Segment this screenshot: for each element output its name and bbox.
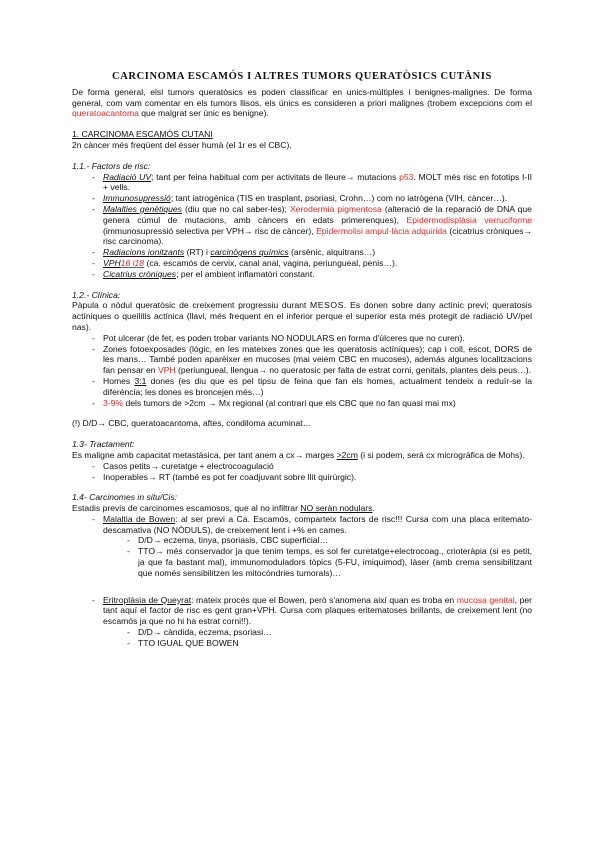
text: Homes: [103, 375, 135, 386]
text: Estadis previs de carcinomes escamosos, que al no infiltrar: [72, 503, 301, 514]
term: Cicatrius cròniques: [103, 268, 177, 279]
intro-text: De forma general, elsl tumors queratòsics es poden classificar en unics-múltiples i benignes-malignes. De forma general, com vam comentar en els tumors llisos, els únics es consideren a priori malignes (trobem excepcions com el: [72, 86, 532, 108]
list-item: - Casos petits→ curetatge + electrocoagulació: [92, 461, 532, 472]
highlight: Xerodermia pigmentosa: [289, 203, 382, 214]
list-item: - Pot ulcerar (de fet, es poden trobar variants NO NODULARS en forma d'úlceres que no curen).: [92, 333, 532, 344]
section-1-2-paragraph: [72, 300, 532, 332]
term: Immunosupressió: [103, 193, 171, 204]
section-1-4-paragraph: [72, 503, 532, 514]
text: , per tant aquí el factor de risc es gent gran+VPH. Cursa com plaques eritematoses brillants, de creixement lent (no escamós ja que no hi ha estrat corni!!).: [103, 594, 532, 627]
list-item-queyrat: [92, 595, 532, 627]
text: ; tant per feina habitual com per activitats de lleure→ mutacions: [151, 171, 400, 182]
document-page: [72, 72, 532, 649]
text: Zones fotoexposades (lògic, en les mateixes zones que les queratosis actíniques); cap i coll, escot, DORS de les mans… També poden aparèixer en mucoses (mai veiem CBC en mucoses), además algunes localitzacions fan pensar en: [103, 343, 532, 376]
page-title: CARCINOMA ESCAMÓS I ALTRES TUMORS QUERATÒSICS CUTÀNIS: [112, 71, 492, 82]
text: (cicatrius cròniques→ risc carcinoma).: [103, 225, 532, 247]
text: ; tant iatrogènica (TIS en trasplant, psoriasi, Crohn…) com no iatrògena (VIH, càncer…).: [170, 193, 508, 204]
text: (alteració de la reparació de DNA que genera cúmul de mutacions, amb càncers en edats primerenques),: [103, 203, 532, 225]
list-item: [92, 258, 532, 269]
section-1-1-heading: 1.1.- Factors de risc:: [72, 160, 151, 171]
highlight: VPH: [157, 365, 176, 376]
term: Eritroplàsia de Queyrat: [103, 594, 192, 605]
highlight: mucosa genital: [456, 594, 515, 605]
text: : al ser previ a Ca. Escamós, comparteix factors de risc!!! Cursa com una placa eritemato-descamativa (NO NÒDULS), de creixement lent i +% en cames.: [103, 513, 532, 535]
list-item: - Inoperables→ RT (també es pot fer coadjuvant sobre llit quirúrgic).: [92, 472, 532, 483]
list-item: [92, 376, 532, 398]
term: Malalties genètiques: [103, 203, 182, 214]
intro-paragraph: [72, 87, 532, 119]
highlight: 16 i18: [120, 257, 145, 268]
section-1-line: 2n càncer més freqüent del ésser humà (el 1r es el CBC).: [72, 139, 292, 150]
text: ; per el ambient inflamatòri constant.: [176, 268, 315, 279]
text: dels tumors de >2cm → Mx regional (al contrari que els CBC que no fan quasi mai mx): [123, 397, 456, 408]
section-1-3-paragraph: [72, 450, 532, 461]
highlight: 3-9%: [103, 397, 124, 408]
section-1-4-heading: 1.4- Carcinomes in situ/Cis:: [72, 492, 178, 503]
text: (RT) i: [184, 247, 211, 258]
term: carcinògens químics: [210, 247, 289, 258]
sub-list-item: - D/D→ càndida, eczema, psoriasi…: [127, 627, 532, 638]
text: : mateix procés que el Bowen, però s'anomena així quan es troba en: [191, 594, 457, 605]
emphasis: NO seràn nodulars: [300, 503, 373, 514]
list-item: [92, 172, 532, 194]
list-item: [92, 269, 532, 280]
list-item: [92, 247, 532, 258]
highlight: Epidermolisi ampul·làcia adquirida: [316, 225, 447, 236]
section-1-2-heading: 1.2.- Clínica:: [72, 289, 121, 300]
emphasis: MESOS: [310, 300, 345, 311]
highlight: p53: [399, 171, 414, 182]
term: VPH: [103, 257, 121, 268]
text: . Es donen sobre dany actínic previ; queratosis actíniques o queilitis actínica (llavi, més frequent en el inferior perque el superior esta més protegit de radiació UV/pel nas).: [72, 300, 532, 332]
intro-highlight: queratoacantoma: [72, 108, 139, 119]
section-1-3-heading: 1.3- Tractament:: [72, 439, 135, 450]
list-item: [92, 204, 532, 247]
term: Radiació UV: [103, 171, 152, 182]
text: (diu que no cal saber-les);: [181, 203, 290, 214]
highlight: Epidermodisplàsia verruciforme: [406, 214, 533, 225]
term: Radiacions ionitzants: [103, 247, 185, 258]
sub-list-item: - TTO→ més conservador ja que tenim temps, es sol fer curetatge+electrocoag., crioteràpia (si es petit, ja que fa bastant mal), immunomoduladors tòpics (5-FU, imiquimod), làser (amb crema sensibilitzant que només sensibilitzen les mitocòndries tumorals)…: [127, 546, 532, 578]
text: Es maligne amb capacitat metastàsica, per tant anem a cx→ marges: [72, 449, 337, 460]
text: . MOLT més risc en fototips I-II + vells.: [103, 171, 532, 193]
section-1-heading: 1. CARCINOMA ESCAMÓS CUTANI: [72, 129, 213, 140]
text: (arsènic, alquitrans…): [288, 247, 376, 258]
text: (immunosupressió selectiva per VPH→ risc de càncer),: [103, 225, 317, 236]
text: (ca. escamós de cervix, canal anal, vagina, periungueal, penis…).: [144, 257, 398, 268]
sub-list-item: - TTO IGUAL QUE BOWEN: [127, 638, 532, 649]
term: Malaltia de Bowen: [103, 513, 176, 524]
list-item: [92, 193, 532, 204]
intro-text-end: que malgrat ser únic es benigne).: [138, 108, 269, 119]
text: dones (es diu que es pel tipsu de feina que fan els homes, actualment tendeix a reduïr-se la diferència; les dones es broncejen més…): [103, 375, 532, 397]
list-item: [92, 398, 532, 409]
text: (i si podem, serà cx microgràfica de Mohs).: [357, 449, 525, 460]
list-item-bowen: [92, 514, 532, 536]
differential-diagnosis: (!) D/D→ CBC, queratoacantoma, aftes, condiloma acuminat…: [72, 418, 312, 429]
text: .: [372, 503, 375, 514]
sub-list-item: - D/D→ eczema, tinya, psoriasis, CBC superficial…: [127, 535, 532, 546]
text: Pàpula o nòdul queratòsic de creixement progressiu durant: [72, 300, 310, 311]
ratio: 3:1: [134, 375, 147, 386]
margin-value: >2cm: [336, 449, 358, 460]
list-item: [92, 344, 532, 376]
text: (periungueal, llengua→ no queratosic per falta de estrat corni, genitals, plantes dels peus…).: [175, 365, 532, 376]
